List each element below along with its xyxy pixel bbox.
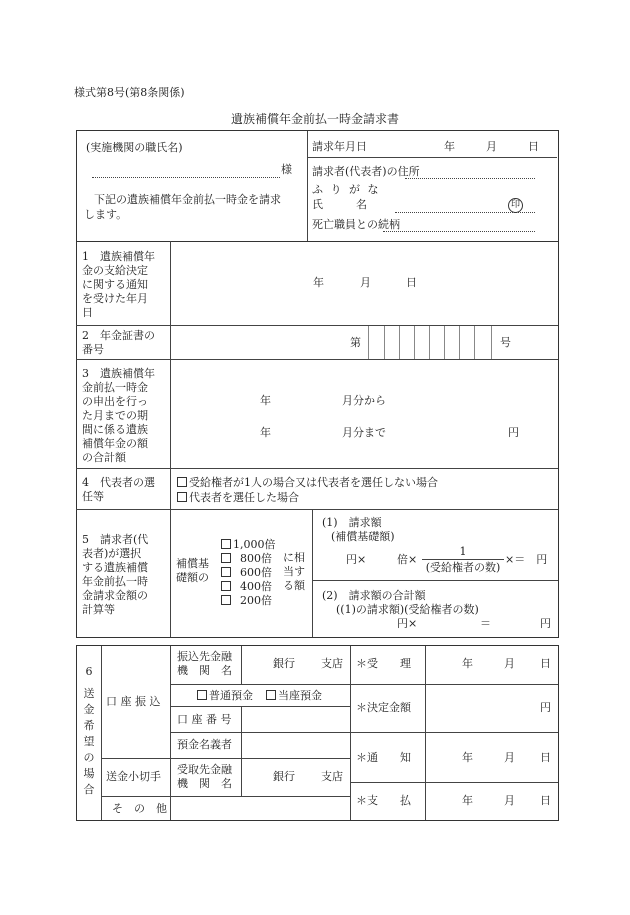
section1-year: 年 (313, 276, 324, 289)
section2-label: 2 年金証書の 番号 (82, 329, 155, 356)
branch-suffix: 支店 (321, 657, 343, 670)
section1-day: 日 (406, 276, 417, 289)
agency-label: (実施機関の職氏名) (86, 141, 183, 154)
furigana-label: ふ り が な (312, 183, 381, 196)
relation-label: 死亡職員との続柄 (312, 218, 400, 231)
section2-dai: 第 (350, 336, 361, 349)
request-text: 下記の遺族補償年金前払一時金を請求 (94, 193, 281, 206)
date-year: 年 (444, 140, 455, 153)
receipt-month: 月 (504, 657, 515, 670)
bank-label: 振込先金融 機 関 名 (177, 650, 232, 677)
relation-field[interactable] (383, 221, 535, 232)
base-label: 補償基 礎額の (176, 557, 209, 584)
claim-sub: (補償基礎額) (331, 530, 395, 543)
total-yen-2: 円 (540, 617, 551, 630)
section3-yen: 円 (508, 426, 519, 439)
option-single-claimant[interactable]: 受給権者が1人の場合又は代表者を選任しない場合 (177, 476, 438, 490)
checkbox-icon[interactable] (197, 690, 207, 700)
equivalent-label: に相 当す る額 (283, 551, 305, 592)
claim-result: ×＝ 円 (505, 553, 548, 566)
total-sub: ((1)の請求額)(受給権者の数) (336, 603, 479, 616)
multiplier-400[interactable]: 400倍 (221, 580, 276, 594)
claim-title: (1) 請求額 (322, 516, 382, 529)
section3-label: 3 遺族補償年 金前払一時金 の申出を行っ た月までの期 間に係る遺族 補償年金の額 の合計額 (82, 367, 155, 464)
section3-from: 月分から (342, 394, 386, 407)
section3-year-until: 年 (260, 426, 271, 439)
payment-month: 月 (504, 794, 515, 807)
multiplier-200[interactable]: 200倍 (221, 594, 276, 608)
section1-label: 1 遺族補償年 金の支給決定 に関する通知 を受けた年月 日 (82, 250, 155, 319)
section2-go: 号 (500, 336, 511, 349)
notice-label: ＊通 知 (356, 751, 411, 764)
seal-mark: 印 (508, 198, 523, 213)
section1-month: 月 (360, 276, 371, 289)
checkbox-icon[interactable] (221, 539, 231, 549)
sama-label: 様 (281, 163, 292, 176)
multiplier-800[interactable]: 800倍 (221, 552, 276, 566)
account-number-label: 口 座 番 号 (177, 713, 232, 726)
claim-formula-yen: 円× (346, 553, 367, 566)
payment-year: 年 (462, 794, 473, 807)
bank-transfer-label: 口 座 振 込 (106, 695, 161, 708)
notice-year: 年 (462, 751, 473, 764)
deposit-ordinary[interactable]: 普通預金 (197, 689, 253, 703)
date-day: 日 (528, 140, 539, 153)
section6-label: 6 送 金 希 望 の 場 合 (83, 665, 95, 796)
multiplier-options (221, 538, 276, 608)
recv-bank-label: 受取先金融 機 関 名 (177, 763, 232, 790)
total-yen-1: 円× (397, 617, 418, 630)
total-eq: ＝ (480, 617, 491, 630)
payment-label: ＊支 払 (356, 794, 411, 807)
section3-year-from: 年 (260, 394, 271, 407)
multiplier-1000[interactable]: 1,000倍 (221, 538, 276, 552)
agency-field[interactable] (92, 167, 280, 178)
multiplier-600[interactable]: 600倍 (221, 566, 276, 580)
decision-label: ＊決定金額 (356, 701, 411, 714)
fraction-denominator: (受給権者の数) (425, 561, 501, 574)
deposit-current[interactable]: 当座預金 (266, 689, 322, 703)
address-field[interactable] (405, 168, 535, 179)
request-text-2: します。 (84, 208, 128, 221)
checkbox-icon[interactable] (266, 690, 276, 700)
date-month: 月 (486, 140, 497, 153)
recv-branch-suffix: 支店 (321, 770, 343, 783)
other-label: そ の 他 (112, 802, 167, 815)
checkbox-icon[interactable] (221, 595, 231, 605)
claim-formula-bai: 倍× (397, 553, 418, 566)
notice-month: 月 (504, 751, 515, 764)
bank-suffix: 銀行 (273, 657, 295, 670)
section5-label: 5 請求者(代 表者)が選択 する遺族補償 年金前払一時 金請求金額の 計算等 (82, 533, 149, 616)
receipt-year: 年 (462, 657, 473, 670)
checkbox-icon[interactable] (177, 477, 187, 487)
option-representative[interactable]: 代表者を選任した場合 (177, 491, 299, 505)
receipt-day: 日 (540, 657, 551, 670)
checkbox-icon[interactable] (221, 581, 231, 591)
section3-until: 月分まで (342, 426, 386, 439)
certificate-number-field[interactable] (368, 326, 492, 359)
money-order-label: 送金小切手 (106, 770, 161, 783)
decision-yen: 円 (540, 701, 551, 714)
checkbox-icon[interactable] (221, 553, 231, 563)
section4-label: 4 代表者の選 任等 (82, 476, 155, 503)
section6-block (76, 645, 559, 821)
receipt-label: ＊受 理 (356, 657, 411, 670)
account-name-label: 預金名義者 (177, 738, 232, 751)
total-title: (2) 請求額の合計額 (322, 589, 426, 602)
recv-bank-suffix: 銀行 (273, 770, 295, 783)
fraction-numerator: 1 (459, 545, 467, 558)
form-title: 遺族補償年金前払一時金請求書 (230, 112, 399, 126)
checkbox-icon[interactable] (177, 492, 187, 502)
address-label: 請求者(代表者)の住所 (312, 165, 420, 178)
form-number: 様式第8号(第8条関係) (74, 86, 185, 99)
checkbox-icon[interactable] (221, 567, 231, 577)
notice-day: 日 (540, 751, 551, 764)
date-label: 請求年月日 (312, 140, 367, 153)
payment-day: 日 (540, 794, 551, 807)
name-label: 氏 名 (312, 198, 367, 211)
